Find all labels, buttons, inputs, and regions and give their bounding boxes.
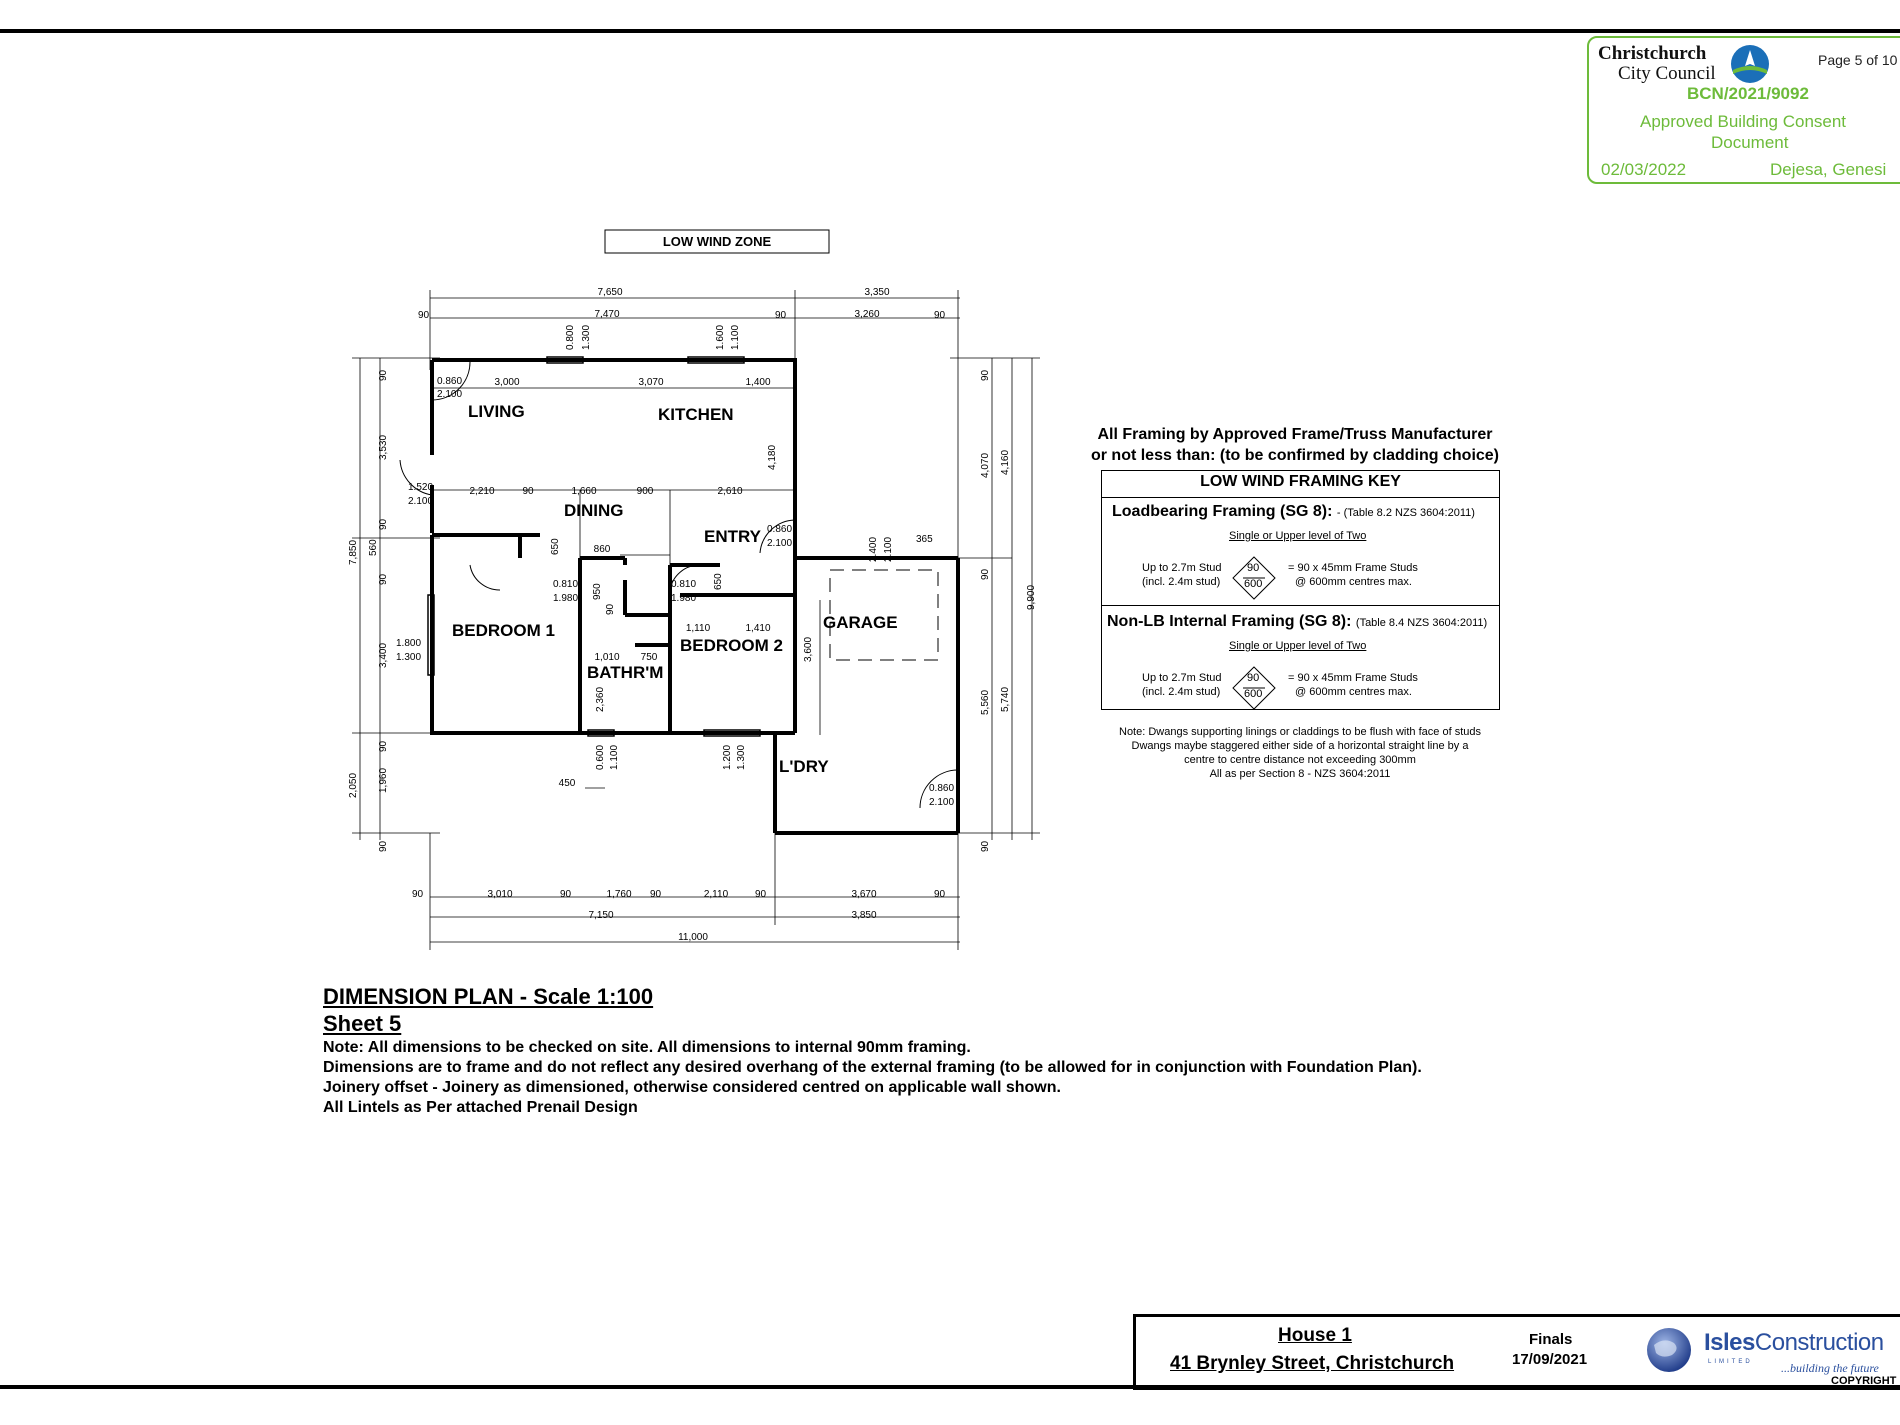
dim-bot-3850: 3,850 xyxy=(851,910,877,921)
dim-int-2360: 2,360 xyxy=(595,686,606,712)
room-entry: ENTRY xyxy=(704,527,761,546)
plan-title: DIMENSION PLAN - Scale 1:100 xyxy=(323,984,654,1009)
dim-int-650b: 650 xyxy=(713,573,724,590)
dim-left-90c: 90 xyxy=(378,573,389,585)
brand-name-bold: Isles xyxy=(1704,1329,1755,1356)
lb-desc-line2: @ 600mm centres max. xyxy=(1295,576,1412,588)
stamp-org-line2: City Council xyxy=(1618,63,1716,84)
lb-sub: Single or Upper level of Two xyxy=(1229,530,1367,542)
dim-left-560: 560 xyxy=(368,539,379,556)
dim-door-1980b: 1.980 xyxy=(671,593,697,604)
dim-win-1300: 1.300 xyxy=(581,324,592,350)
dim-right-90c: 90 xyxy=(980,840,991,852)
nlb-stud-line1: Up to 2.7m Stud xyxy=(1142,672,1222,684)
note-line1: Note: All dimensions to be checked on site. All dimensions to internal 90mm framing. xyxy=(323,1039,971,1056)
stamp-org-line1: Christchurch xyxy=(1598,43,1707,64)
dim-door-0810b: 0.810 xyxy=(671,579,697,590)
dim-int-90e: 90 xyxy=(605,603,616,615)
dim-bot-1760: 1,760 xyxy=(606,889,632,900)
dim-left-7850: 7,850 xyxy=(348,539,359,565)
room-kitchen: KITCHEN xyxy=(658,405,734,424)
framing-note xyxy=(1080,725,1520,781)
dim-left-3530: 3,530 xyxy=(378,434,389,460)
dim-gar-2400: 2.400 xyxy=(868,536,879,562)
dim-left-3400: 3,400 xyxy=(378,642,389,668)
dim-int-1110: 1,110 xyxy=(685,623,711,634)
framing-note-line4: All as per Section 8 - NZS 3604:2011 xyxy=(1209,768,1391,780)
site-address: 41 Brynley Street, Christchurch xyxy=(1170,1353,1455,1374)
top-rule xyxy=(0,29,1900,33)
dim-right-4160: 4,160 xyxy=(1000,449,1011,475)
brand-name xyxy=(1704,1329,1884,1357)
dim-right-90a: 90 xyxy=(980,369,991,381)
note-line4: All Lintels as Per attached Prenail Design xyxy=(323,1099,638,1116)
dim-top-90b: 90 xyxy=(775,310,787,321)
dim-win-0800: 0.800 xyxy=(565,324,576,350)
dim-door-0860b: 0.860 xyxy=(767,524,793,535)
dim-int-2610: 2,610 xyxy=(717,486,743,497)
dim-right-5740: 5,740 xyxy=(1000,686,1011,712)
lb-ref: - (Table 8.2 NZS 3604:2011) xyxy=(1336,507,1475,519)
dim-left-90d: 90 xyxy=(378,740,389,752)
dim-bot-3670: 3,670 xyxy=(851,889,877,900)
note-line2: Dimensions are to frame and do not reflect any desired overhang of the external framing (to be allowed for in conjunction with Foundation Plan). xyxy=(323,1059,1422,1076)
dim-win-1300c: 1.300 xyxy=(736,744,747,770)
nlb-diamond-top: 90 xyxy=(1247,672,1260,684)
dim-right-90b: 90 xyxy=(980,568,991,580)
dim-right-4070: 4,070 xyxy=(980,452,991,478)
stamp-officer: Dejesa, Genesi xyxy=(1770,160,1887,179)
dim-int-2210: 2,210 xyxy=(469,486,495,497)
dim-left-90a: 90 xyxy=(378,369,389,381)
isles-globe-logo-icon xyxy=(1644,1325,1694,1375)
dim-door-2100c: 2.100 xyxy=(767,538,793,549)
dim-door-2100a: 2.100 xyxy=(437,389,463,400)
dim-top-overall-left: 7,650 xyxy=(597,287,623,298)
stamp-status-line1: Approved Building Consent xyxy=(1640,112,1847,131)
dim-left-2050: 2,050 xyxy=(348,772,359,798)
nlb-desc-line2: @ 600mm centres max. xyxy=(1295,686,1412,698)
room-living: LIVING xyxy=(468,402,525,421)
brand-name-rest: Construction xyxy=(1754,1329,1884,1356)
dim-int-90d: 90 xyxy=(522,486,534,497)
dim-bot-90b: 90 xyxy=(560,889,572,900)
lb-diamond-top: 90 xyxy=(1247,562,1260,574)
dim-right-9900: 9,900 xyxy=(1026,584,1037,610)
dim-win-0600: 0.600 xyxy=(595,744,606,770)
room-bedroom2: BEDROOM 2 xyxy=(680,636,783,655)
nlb-title-text: Non-LB Internal Framing (SG 8): xyxy=(1107,613,1352,630)
stamp-status-line2: Document xyxy=(1711,133,1789,152)
council-approval-stamp xyxy=(1587,36,1900,184)
stamp-page: Page 5 of 10 xyxy=(1818,52,1898,68)
dim-bot-90c: 90 xyxy=(650,889,662,900)
framing-note-line2: Dwangs maybe staggered either side of a horizontal straight line by a xyxy=(1131,740,1469,752)
dim-bot-90d: 90 xyxy=(755,889,767,900)
dim-left-90b: 90 xyxy=(378,518,389,530)
dim-bot-7150: 7,150 xyxy=(588,910,614,921)
dim-int-1400: 1,400 xyxy=(745,377,771,388)
dim-bot-2110: 2,110 xyxy=(703,889,729,900)
dim-top-90a: 90 xyxy=(418,310,430,321)
dim-int-950: 950 xyxy=(592,583,603,600)
framing-key-table xyxy=(1101,470,1500,710)
dim-door-0860c: 0.860 xyxy=(929,783,955,794)
dim-top-3260: 3,260 xyxy=(854,309,880,320)
room-bedroom1: BEDROOM 1 xyxy=(452,621,555,640)
dim-top-overall-right: 3,350 xyxy=(864,287,890,298)
dim-int-1010: 1,010 xyxy=(594,652,620,663)
dim-win-1200: 1.200 xyxy=(722,744,733,770)
stage-label: Finals xyxy=(1529,1331,1573,1348)
title-block xyxy=(1133,1314,1900,1390)
dim-int-1410: 1,410 xyxy=(745,623,771,634)
note-line3: Joinery offset - Joinery as dimensioned, otherwise considered centred on applicable wall shown. xyxy=(323,1079,1061,1096)
framing-heading xyxy=(1080,424,1510,466)
dim-left-90e: 90 xyxy=(378,840,389,852)
dim-bot-90e: 90 xyxy=(934,889,946,900)
framing-heading-line2: or not less than: (to be confirmed by cladding choice) xyxy=(1090,447,1500,464)
lb-diamond-bottom: 600 xyxy=(1244,578,1263,590)
dim-int-860: 860 xyxy=(593,544,611,555)
loadbearing-section xyxy=(1102,497,1499,606)
council-logo-icon xyxy=(1728,44,1772,84)
brand-limited: LIMITED xyxy=(1708,1359,1753,1365)
nlb-sub: Single or Upper level of Two xyxy=(1229,640,1367,652)
framing-key-title: LOW WIND FRAMING KEY xyxy=(1200,473,1401,490)
dim-door-2100d: 2.100 xyxy=(929,797,955,808)
lb-title-text: Loadbearing Framing (SG 8): xyxy=(1112,503,1333,520)
zone-label: LOW WIND ZONE xyxy=(662,234,772,249)
dim-win-1600: 1.600 xyxy=(715,324,726,350)
dim-left-1960: 1,960 xyxy=(378,767,389,793)
issue-date: 17/09/2021 xyxy=(1512,1351,1588,1368)
dim-int-750: 750 xyxy=(640,652,658,663)
nlb-diamond-bottom: 600 xyxy=(1244,688,1263,700)
dim-top-90c: 90 xyxy=(934,310,946,321)
dim-door-0860a: 0.860 xyxy=(437,376,463,387)
house-name: House 1 xyxy=(1278,1325,1352,1346)
dim-door-1520: 1.520 xyxy=(408,482,434,493)
dim-gar-365: 365 xyxy=(916,534,933,545)
room-dining: DINING xyxy=(564,501,624,520)
dim-win-1800: 1.800 xyxy=(396,638,422,649)
dim-gar-2100: 2.100 xyxy=(883,536,894,562)
dim-door-1980a: 1.980 xyxy=(553,593,579,604)
dim-int-4180: 4,180 xyxy=(767,444,778,470)
dim-win-1100b: 1.100 xyxy=(609,744,620,770)
dim-top-7470: 7,470 xyxy=(594,309,620,320)
plan-notes xyxy=(323,984,1422,1118)
dim-win-1100: 1.100 xyxy=(730,324,741,350)
dim-bot-90a: 90 xyxy=(412,889,424,900)
non-loadbearing-section xyxy=(1102,605,1499,710)
dim-door-2100b: 2.100 xyxy=(408,496,434,507)
lb-desc-line1: = 90 x 45mm Frame Studs xyxy=(1288,562,1418,574)
stamp-consent-number: BCN/2021/9092 xyxy=(1687,84,1809,103)
dim-bot-3010: 3,010 xyxy=(487,889,513,900)
dim-int-900: 900 xyxy=(636,486,654,497)
dim-int-3070: 3,070 xyxy=(638,377,664,388)
framing-note-line3: centre to centre distance not exceeding 300mm xyxy=(1184,754,1416,766)
dim-bot-11000: 11,000 xyxy=(678,932,708,943)
dimension-plan-drawing xyxy=(340,220,1060,960)
brand-tagline: ...building the future xyxy=(1781,1361,1879,1375)
dim-int-650a: 650 xyxy=(550,538,561,555)
lb-title xyxy=(1112,503,1475,521)
dim-door-0810a: 0.810 xyxy=(553,579,579,590)
stamp-date: 02/03/2022 xyxy=(1601,160,1687,179)
nlb-stud-line2: (incl. 2.4m stud) xyxy=(1142,686,1221,698)
dim-int-1660: 1,660 xyxy=(571,486,597,497)
room-garage: GARAGE xyxy=(823,613,898,632)
dim-int-450: 450 xyxy=(558,778,576,789)
copyright-label: COPYRIGHT xyxy=(1831,1375,1897,1387)
nlb-ref: (Table 8.4 NZS 3604:2011) xyxy=(1355,617,1488,629)
framing-note-line1: Note: Dwangs supporting linings or claddings to be flush with face of studs xyxy=(1119,726,1481,738)
nlb-title xyxy=(1107,613,1487,631)
dim-win-1300b: 1.300 xyxy=(396,652,422,663)
framing-heading-line1: All Framing by Approved Frame/Truss Manufacturer xyxy=(1097,426,1493,443)
lb-stud-line2: (incl. 2.4m stud) xyxy=(1142,576,1221,588)
sheet-label: Sheet 5 xyxy=(323,1011,402,1036)
room-laundry: L'DRY xyxy=(779,757,829,776)
dim-int-3600: 3,600 xyxy=(803,636,814,662)
dim-right-5560: 5,560 xyxy=(980,689,991,715)
nlb-desc-line1: = 90 x 45mm Frame Studs xyxy=(1288,672,1418,684)
dim-int-3000: 3,000 xyxy=(494,377,520,388)
room-bathroom: BATHR'M xyxy=(587,663,664,682)
lb-stud-line1: Up to 2.7m Stud xyxy=(1142,562,1222,574)
